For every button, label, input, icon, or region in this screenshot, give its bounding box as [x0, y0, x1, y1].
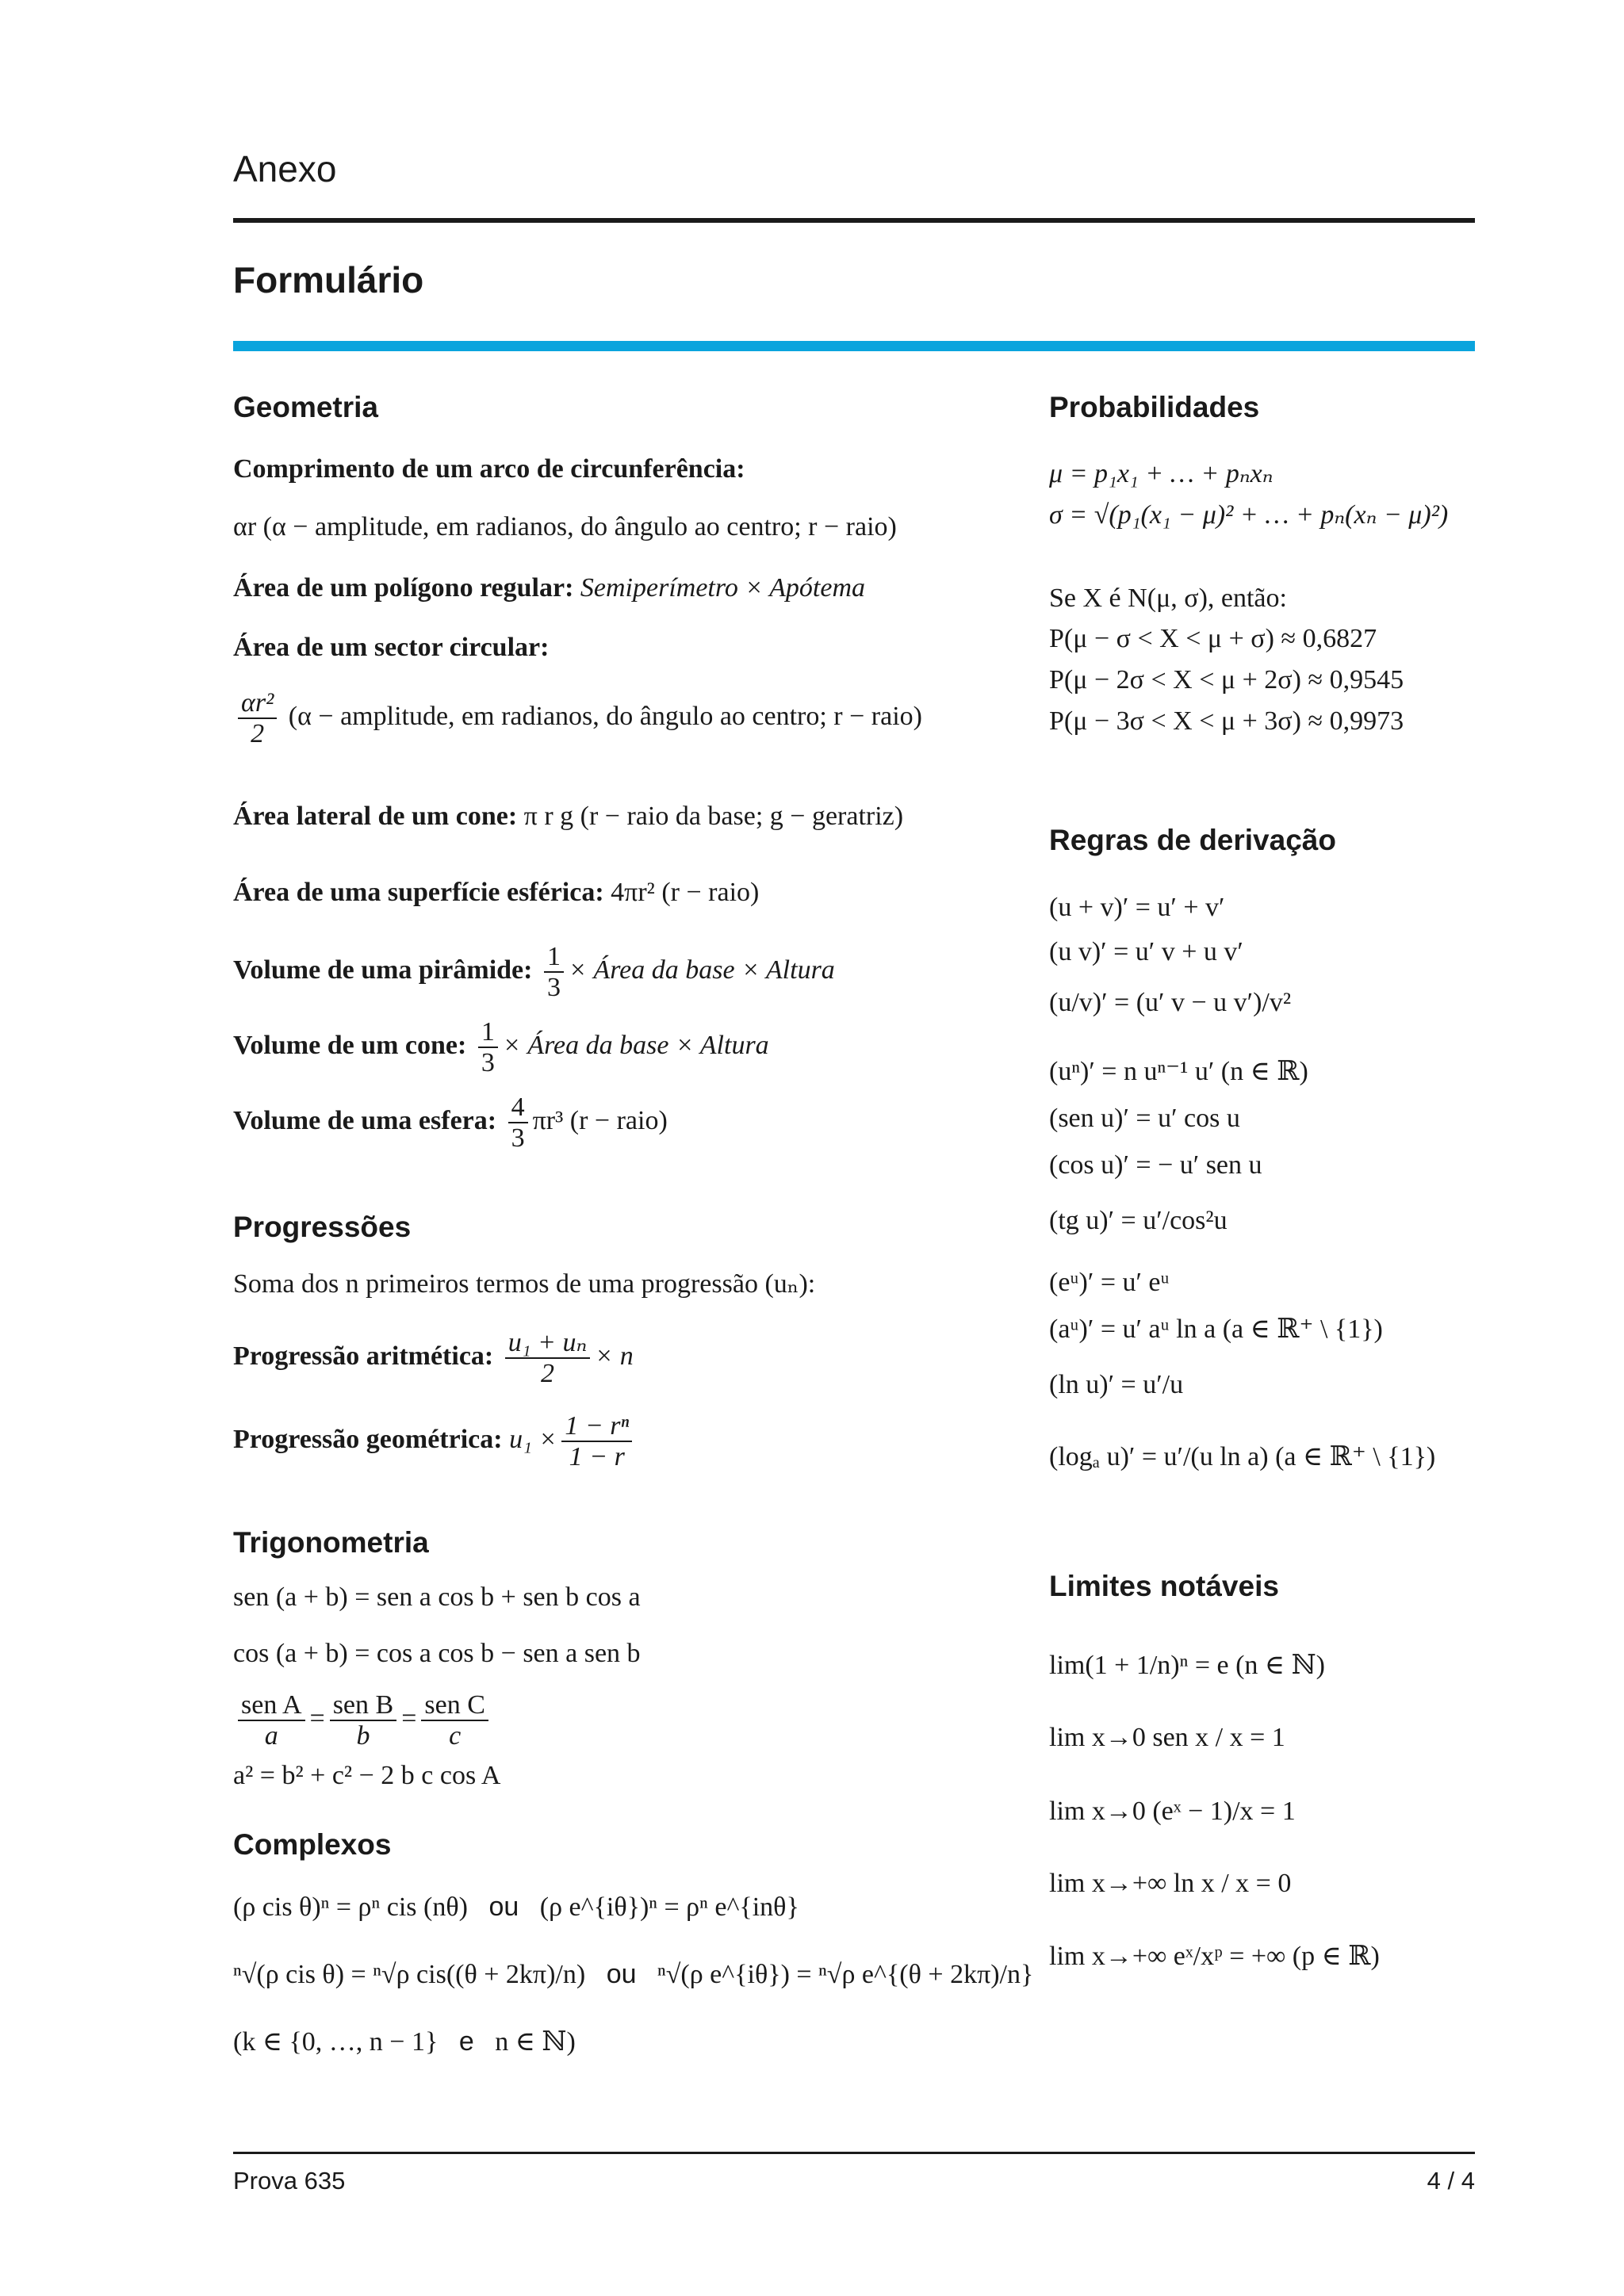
section-title-trigonometria: Trigonometria — [233, 1526, 429, 1559]
cone-vol-label: Volume de um cone: — [233, 1031, 467, 1061]
footer-rule — [233, 2152, 1475, 2154]
pyramid-frac-den: 3 — [546, 973, 561, 1003]
limit-5: lim x→+∞ eˣ/xᵖ = +∞ (p ∈ ℝ) — [1049, 1942, 1380, 1971]
sine-rule-a-num: sen A — [238, 1690, 305, 1721]
complex-root — [233, 1958, 1033, 1992]
cone-lateral-area — [233, 801, 903, 833]
arith-den: 2 — [541, 1359, 554, 1389]
arith-num: u₁ + uₙ — [505, 1328, 591, 1359]
arith-tail: × n — [595, 1341, 634, 1372]
sphere-vol-frac-den: 3 — [511, 1123, 525, 1154]
section-title-progressoes: Progressões — [233, 1211, 412, 1243]
geometric-progression — [233, 1411, 637, 1472]
exam-code: Prova 635 — [233, 2167, 346, 2195]
deriv-rule-1: (u + v)′ = u′ + v′ — [1049, 893, 1225, 922]
polygon-formula: Semiperímetro × Apótema — [580, 573, 866, 603]
arc-formula: αr (α − amplitude, em radianos, do ângulo ao centro; r − raio) — [233, 512, 897, 541]
complex-power-cis: (ρ cis θ)ⁿ = ρⁿ cis (nθ) — [233, 1892, 468, 1922]
page-number: 4 / 4 — [1427, 2167, 1475, 2195]
normal-prob-1: P(μ − σ < X < μ + σ) ≈ 0,6827 — [1049, 624, 1377, 653]
sector-formula — [233, 688, 922, 749]
and-word: e — [458, 2026, 474, 2057]
section-title-geometria: Geometria — [233, 391, 379, 423]
pyramid-label: Volume de uma pirâmide: — [233, 955, 533, 985]
annex-heading: Anexo — [233, 148, 337, 189]
sector-frac-den: 2 — [251, 719, 265, 749]
geo-num: 1 − rⁿ — [561, 1411, 632, 1442]
cone-volume — [233, 1017, 769, 1078]
deriv-rule-3: (u/v)′ = (u′ v − u v′)/v² — [1049, 988, 1292, 1017]
complex-condition-n: n ∈ ℕ) — [495, 2027, 576, 2057]
limit-2: lim x→0 sen x / x = 1 — [1049, 1723, 1285, 1752]
trig-formula-1: sen (a + b) = sen a cos b + sen b cos a — [233, 1582, 641, 1612]
complex-root-cis: ⁿ√(ρ cis θ) = ⁿ√ρ cis((θ + 2kπ)/n) — [233, 1960, 586, 1989]
sector-frac-num: αr² — [238, 688, 277, 719]
limit-1: lim(1 + 1/n)ⁿ = e (n ∈ ℕ) — [1049, 1651, 1325, 1680]
complex-root-exp: ⁿ√(ρ e^{iθ}) = ⁿ√ρ e^{(θ + 2kπ)/n} — [657, 1960, 1034, 1989]
deriv-rule-11: (logₐ u)′ = u′/(u ln a) (a ∈ ℝ⁺ \ {1}) — [1049, 1442, 1436, 1471]
normal-prob-2: P(μ − 2σ < X < μ + 2σ) ≈ 0,9545 — [1049, 665, 1404, 695]
pyramid-frac-num: 1 — [544, 942, 564, 973]
sine-rule-b-num: sen B — [330, 1690, 397, 1721]
sphere-area-formula: 4πr² (r − raio) — [611, 878, 760, 907]
complex-condition-k: (k ∈ {0, …, n − 1} — [233, 2027, 439, 2057]
deriv-rule-8: (eᵘ)′ = u′ eᵘ — [1049, 1268, 1170, 1297]
section-title-derivacao: Regras de derivação — [1049, 824, 1336, 856]
limit-3: lim x→0 (eˣ − 1)/x = 1 — [1049, 1797, 1296, 1826]
sphere-surface-area — [233, 877, 759, 909]
sphere-vol-label: Volume de uma esfera: — [233, 1106, 497, 1136]
sector-label: Área de um sector circular: — [233, 633, 550, 662]
sine-rule — [233, 1690, 493, 1751]
progression-intro: Soma dos n primeiros termos de uma progressão (uₙ): — [233, 1269, 816, 1299]
cone-vol-frac-num: 1 — [478, 1017, 498, 1048]
pyramid-volume — [233, 942, 835, 1003]
limit-4: lim x→+∞ ln x / x = 0 — [1049, 1869, 1292, 1898]
deriv-rule-2: (u v)′ = u′ v + u v′ — [1049, 937, 1243, 966]
normal-prob-3: P(μ − 3σ < X < μ + 3σ) ≈ 0,9973 — [1049, 706, 1404, 736]
mean-formula: μ = p₁x₁ + … + pₙxₙ — [1049, 459, 1274, 488]
sine-rule-eq-1: = — [309, 1704, 325, 1734]
deriv-rule-5: (sen u)′ = u′ cos u — [1049, 1104, 1240, 1133]
deriv-rule-7: (tg u)′ = u′/cos²u — [1049, 1206, 1228, 1235]
normal-intro: Se X é N(μ, σ), então: — [1049, 584, 1287, 613]
complex-power — [233, 1891, 799, 1924]
arc-label: Comprimento de um arco de circunferência: — [233, 454, 745, 484]
arithmetic-progression — [233, 1328, 634, 1389]
deriv-rule-4: (uⁿ)′ = n uⁿ⁻¹ u′ (n ∈ ℝ) — [1049, 1057, 1308, 1086]
page-title: Formulário — [233, 259, 424, 300]
sphere-vol-frac-num: 4 — [508, 1093, 528, 1123]
sphere-volume — [233, 1093, 668, 1154]
geo-head: u₁ × — [509, 1425, 557, 1455]
sine-rule-c-num: sen C — [421, 1690, 488, 1721]
sine-rule-c-den: c — [449, 1721, 462, 1751]
deriv-rule-9: (aᵘ)′ = u′ aᵘ ln a (a ∈ ℝ⁺ \ {1}) — [1049, 1314, 1383, 1344]
deriv-rule-10: (ln u)′ = u′/u — [1049, 1370, 1184, 1399]
header-rule — [233, 218, 1475, 223]
deriv-rule-6: (cos u)′ = − u′ sen u — [1049, 1150, 1262, 1180]
pyramid-formula: × Área da base × Altura — [568, 955, 835, 985]
complex-condition — [233, 2026, 576, 2059]
polygon-label: Área de um polígono regular: — [233, 573, 574, 603]
trig-formula-2: cos (a + b) = cos a cos b − sen a sen b — [233, 1639, 641, 1668]
section-title-probabilidades: Probabilidades — [1049, 391, 1260, 423]
sine-rule-b-den: b — [356, 1721, 370, 1751]
geo-den: 1 − r — [569, 1442, 625, 1472]
cone-lat-formula: π r g (r − raio da base; g − geratriz) — [523, 802, 904, 831]
cosine-rule: a² = b² + c² − 2 b c cos A — [233, 1761, 501, 1790]
sphere-area-label: Área de uma superfície esférica: — [233, 878, 604, 907]
or-word-2: ou — [606, 1959, 637, 1989]
sine-rule-eq-2: = — [401, 1704, 417, 1734]
section-title-limites: Limites notáveis — [1049, 1570, 1279, 1602]
cone-vol-formula: × Área da base × Altura — [502, 1031, 769, 1061]
complex-power-exp: (ρ e^{iθ})ⁿ = ρⁿ e^{inθ} — [539, 1892, 799, 1922]
stddev-formula: σ = √(p₁(x₁ − μ)² + … + pₙ(xₙ − μ)²) — [1049, 500, 1449, 530]
arith-label: Progressão aritmética: — [233, 1341, 494, 1372]
cone-vol-frac-den: 3 — [481, 1048, 495, 1078]
sector-note: (α − amplitude, em radianos, do ângulo ao centro; r − raio) — [288, 702, 922, 732]
or-word-1: ou — [488, 1892, 519, 1922]
sine-rule-a-den: a — [264, 1721, 278, 1751]
polygon-area — [233, 572, 865, 605]
sphere-vol-formula: πr³ (r − raio) — [532, 1106, 668, 1136]
cone-lat-label: Área lateral de um cone: — [233, 802, 518, 831]
geo-label: Progressão geométrica: — [233, 1425, 503, 1455]
title-accent-bar — [233, 341, 1475, 351]
section-title-complexos: Complexos — [233, 1828, 392, 1861]
